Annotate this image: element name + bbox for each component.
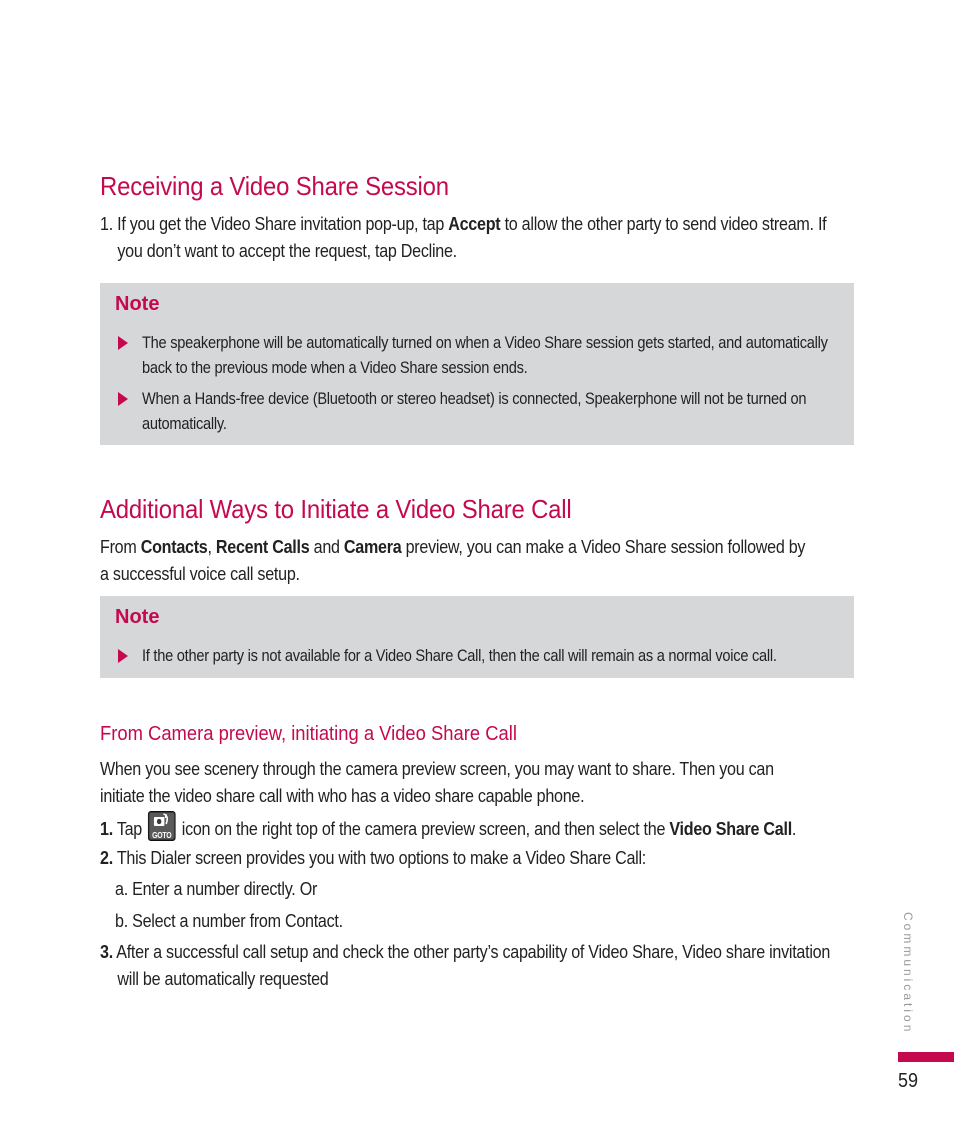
receiving-step-1 bbox=[100, 210, 831, 264]
triangle-bullet-icon bbox=[118, 392, 128, 406]
camera-preview-intro: When you see scenery through the camera preview screen, you may want to share. Then you can initiate the video share call with who has a video share capable phone. bbox=[100, 758, 774, 806]
note-text: If the other party is not available for a Video Share Call, then the call will remain as a normal voice call. bbox=[142, 646, 777, 665]
note-text: When a Hands-free device (Bluetooth or stereo headset) is connected, Speakerphone will not be turned on automatically. bbox=[142, 389, 807, 433]
step-number: 2. bbox=[100, 847, 113, 868]
camera-step-3 bbox=[100, 938, 831, 992]
note-box-2 bbox=[100, 596, 854, 678]
section-heading-receiving: Receiving a Video Share Session bbox=[100, 171, 449, 201]
step-text: . bbox=[791, 818, 797, 839]
page-number: 59 bbox=[898, 1070, 919, 1092]
camera-step-1 bbox=[100, 811, 813, 842]
step-number: 1. bbox=[100, 818, 113, 839]
note-text: The speakerphone will be automatically turned on when a Video Share session gets started, and automatically back to the previous mode when a Video Share session ends. bbox=[142, 333, 828, 377]
section-heading-additional-ways: Additional Ways to Initiate a Video Share Call bbox=[100, 494, 572, 524]
triangle-bullet-icon bbox=[118, 336, 128, 350]
accept-term: Accept bbox=[448, 213, 501, 234]
intro-text: preview, you can make a Video Share session followed by a successful voice call setup. bbox=[100, 536, 806, 584]
option-a: a. Enter a number directly. Or bbox=[115, 878, 318, 899]
additional-ways-intro bbox=[100, 533, 813, 587]
step-number: 3. bbox=[100, 941, 113, 962]
step-text: 1. If you get the Video Share invitation pop-up, tap bbox=[100, 213, 449, 234]
note-title: Note bbox=[115, 606, 160, 628]
note-box-1 bbox=[100, 283, 854, 445]
step-text: icon on the right top of the camera preview screen, and then select the bbox=[177, 818, 670, 839]
step-text: to allow the other party to send video stream. If you don’t want to accept the request, tap Decline. bbox=[117, 213, 827, 261]
subsection-heading-camera-preview: From Camera preview, initiating a Video Share Call bbox=[100, 723, 517, 745]
step-text: After a successful call setup and check the other party’s capability of Video Share, Video share invitation will be automatically requested bbox=[112, 941, 831, 989]
step-text: This Dialer screen provides you with two options to make a Video Share Call: bbox=[112, 847, 646, 868]
chapter-marker-bar bbox=[898, 1052, 954, 1062]
goto-icon bbox=[148, 811, 176, 841]
recent-calls-term: Recent Calls bbox=[215, 536, 310, 557]
contacts-term: Contacts bbox=[140, 536, 208, 557]
camera-term: Camera bbox=[343, 536, 402, 557]
video-share-call-term: Video Share Call bbox=[669, 818, 792, 839]
triangle-bullet-icon bbox=[118, 649, 128, 663]
chapter-side-label: Communication bbox=[901, 912, 915, 1035]
option-b: b. Select a number from Contact. bbox=[115, 910, 343, 931]
intro-text: and bbox=[309, 536, 344, 557]
camera-step-2 bbox=[100, 844, 813, 871]
step-text: Tap bbox=[112, 818, 147, 839]
note-title: Note bbox=[115, 293, 160, 315]
intro-text: From bbox=[100, 536, 141, 557]
goto-icon-label: GOTO bbox=[152, 830, 172, 841]
intro-text: , bbox=[207, 536, 216, 557]
